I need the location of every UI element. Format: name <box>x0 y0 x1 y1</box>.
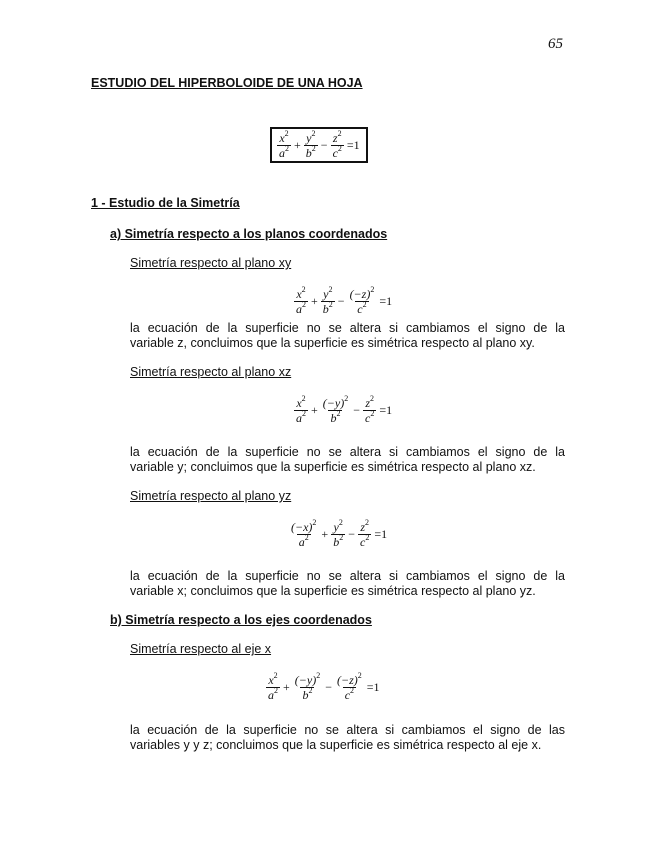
page-number: 65 <box>548 36 563 52</box>
main-equation: $\frac{x^2}{a^2}$ + $\frac{y^2}{b^2}$ − $\frac{z^2}{c^2}$ =1 <box>279 129 360 160</box>
page-title: ESTUDIO DEL HIPERBOLOIDE DE UNA HOJA <box>91 76 363 90</box>
equation-axis-x: $\frac{x^2}{a^2}$ + $\frac{(-y)^2}{b^2}$ − $\frac{(-z)^2}{c^2}$ =1 <box>268 671 380 702</box>
equation-plane-yz: $\frac{(-x)^2}{a^2}$ + $\frac{y^2}{b^2}$ − $\frac{z^2}{c^2}$ =1 <box>291 518 388 549</box>
subsection-heading-planes: a) Simetría respecto a los planos coordenados <box>110 227 388 241</box>
heading-axis-x: Simetría respecto al eje x <box>130 642 272 656</box>
heading-plane-yz: Simetría respecto al plano yz <box>130 489 292 503</box>
paragraph-axis-x: la ecuación de la superficie no se altera si cambiamos el signo de las variables y y z; concluimos que la superficie es simétrica respecto al eje x. <box>130 723 565 752</box>
equation-plane-xz: $\frac{x^2}{a^2}$ + $\frac{(-y)^2}{b^2}$ − $\frac{z^2}{c^2}$ =1 <box>296 394 393 425</box>
heading-plane-xz: Simetría respecto al plano xz <box>130 365 292 379</box>
paragraph-plane-yz: la ecuación de la superficie no se altera si cambiamos el signo de la variable x; concluimos que la superficie es simétrica respecto al plano yz. <box>130 569 565 598</box>
subsection-heading-axes: b) Simetría respecto a los ejes coordenados <box>110 613 372 627</box>
main-equation-box <box>270 127 368 163</box>
heading-plane-xy: Simetría respecto al plano xy <box>130 256 292 270</box>
equation-plane-xy: $\frac{x^2}{a^2}$ + $\frac{y^2}{b^2}$ − $\frac{(-z)^2}{c^2}$ =1 <box>296 285 393 316</box>
paragraph-plane-xy: la ecuación de la superficie no se altera si cambiamos el signo de la variable z, concluimos que la superficie es simétrica respecto al plano xy. <box>130 321 565 350</box>
paragraph-plane-xz: la ecuación de la superficie no se altera si cambiamos el signo de la variable y; concluimos que la superficie es simétrica respecto al plano xz. <box>130 445 565 474</box>
section-heading-symmetry: 1 - Estudio de la Simetría <box>91 196 240 210</box>
